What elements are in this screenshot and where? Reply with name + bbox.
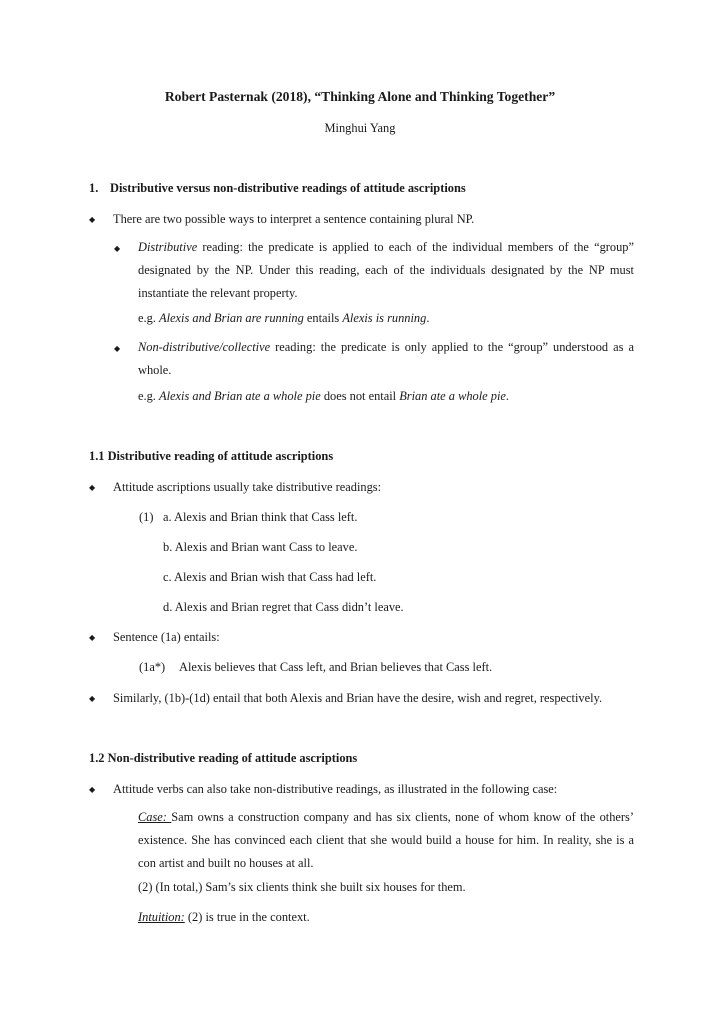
example-conclusion: Brian ate a whole pie bbox=[399, 389, 506, 403]
paper-title: Robert Pasternak (2018), “Thinking Alone and Thinking Together” bbox=[164, 89, 556, 104]
section-1-heading: Distributive versus non-distributive readings of attitude ascriptions bbox=[110, 181, 466, 195]
distributive-example bbox=[138, 311, 429, 326]
example-1b: b. Alexis and Brian want Cass to leave. bbox=[163, 540, 358, 554]
distributive-definition bbox=[138, 236, 634, 305]
diamond-bullet-icon: ◆ bbox=[89, 215, 96, 224]
intuition-label: Intuition: bbox=[138, 910, 185, 924]
diamond-bullet-icon: ◆ bbox=[89, 633, 96, 642]
case-text: Sam owns a construction company and has six clients, none of whom know of the others’ existence. She has convinced each client that she would build a house for him. In reality, she is a con artist and built no houses at all. bbox=[138, 810, 634, 870]
diamond-bullet-icon: ◆ bbox=[114, 244, 121, 253]
example-end: . bbox=[505, 389, 510, 403]
intuition-text: (2) is true in the context. bbox=[184, 910, 310, 924]
non-distributive-definition bbox=[138, 336, 634, 382]
section-1-1-heading: 1.1 Distributive reading of attitude ascriptions bbox=[89, 449, 334, 463]
example-premise: Alexis and Brian are running bbox=[159, 311, 304, 325]
non-distributive-example bbox=[138, 389, 509, 404]
example-prefix: e.g. bbox=[138, 311, 159, 325]
example-1c: c. Alexis and Brian wish that Cass had left. bbox=[163, 570, 377, 584]
section-1-bullet-1: There are two possible ways to interpret a sentence containing plural NP. bbox=[113, 212, 475, 226]
section-1-2-heading: 1.2 Non-distributive reading of attitude ascriptions bbox=[89, 751, 358, 765]
non-distributive-text: reading: the predicate is only applied to the “group” understood as a whole. bbox=[138, 340, 634, 377]
example-1a: a. Alexis and Brian think that Cass left. bbox=[163, 510, 358, 524]
author-name: Minghui Yang bbox=[324, 121, 396, 135]
diamond-bullet-icon: ◆ bbox=[89, 483, 96, 492]
example-premise: Alexis and Brian ate a whole pie bbox=[159, 389, 321, 403]
distributive-term: Distributive bbox=[138, 240, 198, 254]
example-conclusion: Alexis is running bbox=[342, 311, 427, 325]
diamond-bullet-icon: ◆ bbox=[89, 785, 96, 794]
example-2: (2) (In total,) Sam’s six clients think she built six houses for them. bbox=[138, 880, 466, 894]
intuition bbox=[138, 910, 310, 925]
example-end: . bbox=[426, 311, 430, 325]
section-1-1-bullet-1: Attitude ascriptions usually take distributive readings: bbox=[113, 480, 382, 494]
section-1-2-bullet-1: Attitude verbs can also take non-distributive readings, as illustrated in the following case: bbox=[113, 782, 558, 796]
example-relation: entails bbox=[303, 311, 343, 325]
section-1-1-bullet-3: Similarly, (1b)-(1d) entail that both Alexis and Brian have the desire, wish and regret, respectively. bbox=[113, 691, 603, 705]
example-1a-star-number: (1a*) bbox=[139, 660, 166, 674]
case-label: Case: bbox=[138, 810, 172, 824]
example-1d: d. Alexis and Brian regret that Cass didn’t leave. bbox=[163, 600, 404, 614]
section-1-number: 1. bbox=[89, 181, 99, 195]
diamond-bullet-icon: ◆ bbox=[89, 694, 96, 703]
example-prefix: e.g. bbox=[138, 389, 159, 403]
example-relation: does not entail bbox=[320, 389, 400, 403]
example-1-number: (1) bbox=[139, 510, 154, 524]
non-distributive-term: Non-distributive/collective bbox=[138, 340, 271, 354]
distributive-text: reading: the predicate is applied to each of the individual members of the “group” designated by the NP. Under this reading, each of the individuals designated by the NP must instantiate the relevant property. bbox=[138, 240, 634, 300]
diamond-bullet-icon: ◆ bbox=[114, 344, 121, 353]
example-1a-star-text: Alexis believes that Cass left, and Brian believes that Cass left. bbox=[179, 660, 493, 674]
section-1-1-bullet-2: Sentence (1a) entails: bbox=[113, 630, 220, 644]
case-description bbox=[138, 806, 634, 875]
